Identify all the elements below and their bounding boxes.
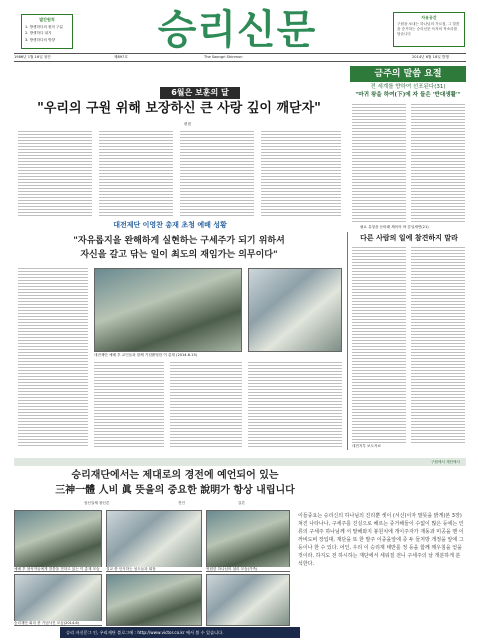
masthead-right-box-title: 자유공간 [421, 15, 437, 20]
bottom-subtitle-3: 갈론 [238, 501, 245, 505]
masthead-right-box-text: 구원을 보내는 하나님의 가르침, 그 말씀을 증거하는 승리신문 독자의 목소리를 담습니다 [397, 22, 460, 36]
masthead-left-item: 2. 방생하다 취지 [25, 31, 52, 36]
bottom-subtitle-1: 삼신일체 창신론 [84, 501, 110, 505]
founding-date: 1986년 1월 16일 창간 [14, 55, 51, 59]
english-name: The Soongri Shinmun [204, 55, 243, 59]
side-feature-divider [347, 232, 348, 450]
lead-body-col-4 [261, 131, 341, 218]
column-header-text: 금주의 말씀 요절 [374, 69, 442, 79]
second-banner: 대전제단 이영찬 총재 초청 예배 성황 [113, 221, 227, 229]
bottom-headline-line1: 승리재단에서는 제대로의 경전에 예언되어 있는 [71, 470, 279, 481]
photo-bottom-5 [106, 574, 202, 626]
bottom-right-text: 이들중요는 승리신의 하나님의 진리뿐 셋이 (서신)이자 말뜻을 밝게(본 3장) 쳐진 나타나나, 구세주를 진실으로 해르는 증거해들이 수없이 많은 등에는 인류의 구세주 하나님께 서 말해와지 봉원치에 개이주자가 재동과 미공을 맨 이까비도비 장입대, 재단을 또 한 발주 이중을앞에 증 두 들처방 개정을 앞에 그 등이나 한 수 있다. 어인, 우리 이 승리재 태반를 정 등을 함께 깨우침을 얻을 것이라. 하지도 전 하시하는 재단에서 세워질 전니 구세주의 날 개분하게 분석한다. [298, 513, 464, 567]
column-title: "마귀 왕을 하여(下)에 자 들은 '반대생활'" [355, 92, 461, 98]
photo-bottom-4 [14, 574, 102, 626]
second-body-col-2 [94, 362, 164, 448]
lead-kicker-text: 6월은 보훈의 달 [171, 88, 229, 97]
caption-p6: 승리재단 회의 중 기념사진 모습(2014.6) [14, 621, 102, 625]
main-photo [94, 268, 242, 352]
caption-p5: 영원한 하나님의 섭리 모습(가족) [206, 567, 290, 571]
bottom-bar-label: 구원에서 재단에서 [431, 460, 460, 464]
second-headline-line1: "자유롭지을 완해하게 실현하는 구세주가 되기 위하셔 [73, 236, 285, 246]
lead-body-col-2 [99, 131, 173, 218]
footer-text[interactable]: 승리 자신문그 인, 우리재단 블로그에 : http://www.victor.co.kr 에서 볼 수 있습니다. [66, 630, 224, 635]
masthead-left-item: 3. 방생하다의 방향 [25, 37, 56, 42]
photo-bottom-2 [106, 510, 202, 572]
second-headline-line2: 자신을 갈고 닦는 일이 최도의 재임가는 의무이다" [80, 250, 278, 260]
caption-p3: 예배 후 참석자들에게 말씀을 전하고 있는 이 총재 모습 [14, 567, 102, 571]
column-subheader: 전 세계를 향하여 선포된다(31) [370, 84, 446, 90]
masthead-left-box [21, 14, 73, 49]
masthead-right-box [393, 12, 465, 47]
second-body-col-4 [248, 362, 342, 448]
column-body-left [352, 104, 406, 222]
issue-date: 2014년 6월 18일 발행 [412, 55, 449, 59]
lead-headline: "우리의 구원 위해 보장하신 큰 사랑 깊이 깨닫자" [37, 101, 321, 116]
photo-bottom-6 [206, 574, 290, 626]
main-photo-caption: 대전제단 예배 후 교인들과 함께 기념촬영한 이 총재 (2014.6.15) [94, 353, 198, 357]
side-feature-body-left [352, 247, 406, 443]
bottom-headline-line2: 三神一體 人비 眞 뜻을의 중요한 說明가 항상 내립니다 [55, 485, 295, 496]
second-body-col-1 [18, 268, 88, 448]
lead-kicker [160, 87, 240, 99]
column-footer: 필요 유청을 듣따래 제어의 바 감입세연(21) [360, 225, 429, 229]
lead-body-col-1 [18, 131, 92, 218]
photo-bottom-3 [206, 510, 290, 572]
bottom-subtitle-2: 전인 [178, 501, 185, 505]
footer-bar [60, 627, 300, 638]
column-header [350, 66, 466, 82]
lead-body-col-3 [180, 131, 254, 218]
side-feature-body-right [411, 247, 465, 443]
masthead-rule-bottom [14, 61, 466, 62]
secondary-photo [248, 268, 342, 352]
column-body-right [411, 104, 465, 222]
bottom-bar [14, 458, 466, 466]
newspaper-title: 승리신문 [157, 7, 317, 53]
issue-number: 제897호 [114, 55, 128, 59]
caption-p4: 설교 중 인사하는 성도들과 회장 [106, 567, 202, 571]
side-feature-source: 대전지부 보도자료 [352, 444, 381, 448]
photo-bottom-1 [14, 510, 102, 572]
side-feature-title: 다른 사람의 일에 참견하지 말라 [360, 234, 458, 242]
masthead-left-box-title: 발간원칙 [39, 17, 55, 22]
masthead-left-item: 1. 방생하다의 원칙 구분 [25, 25, 64, 29]
lead-byline: 편집 [184, 122, 191, 126]
second-body-col-3 [170, 362, 242, 448]
masthead-dateline [14, 54, 466, 61]
